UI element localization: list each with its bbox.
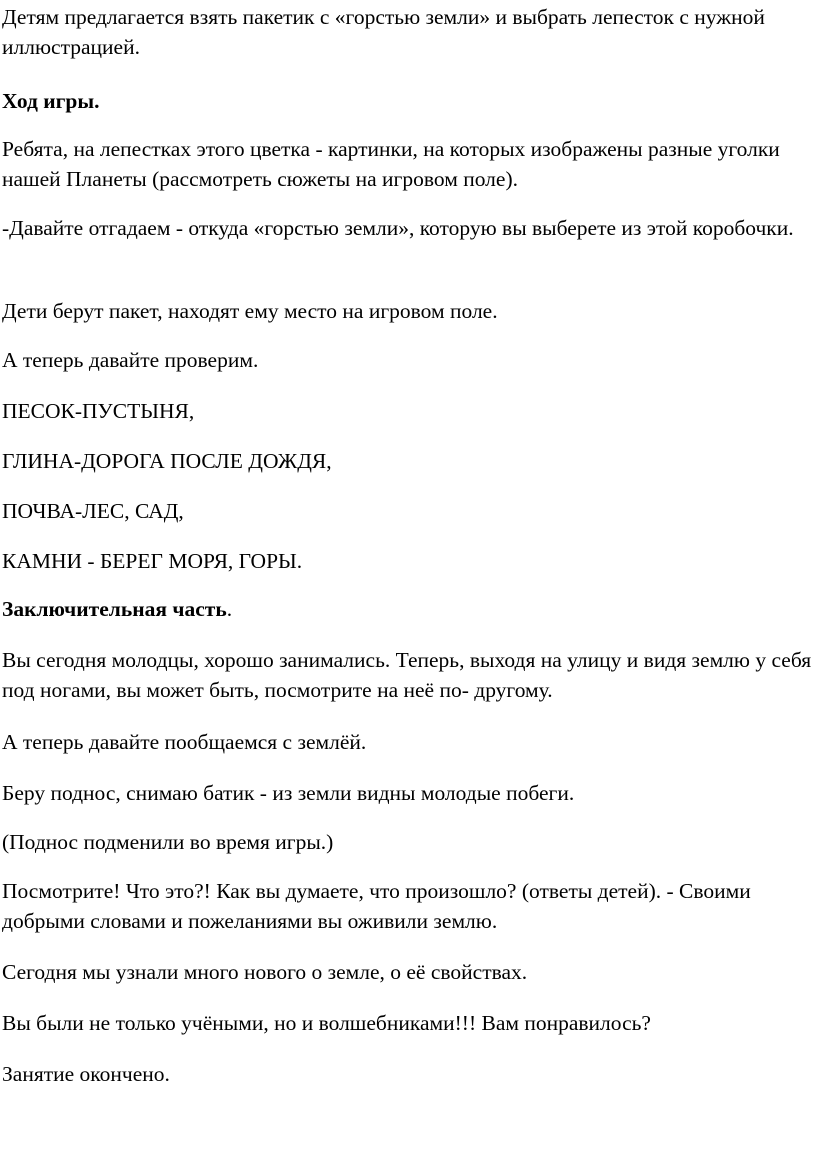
swap-paragraph: (Поднос подменили во время игры.) [2,830,334,854]
end-paragraph: Занятие окончено. [2,1062,170,1086]
soil-forest-line: ПОЧВА-ЛЕС, САД, [2,499,184,523]
petals-paragraph: Ребята, на лепестках этого цветка - картинки, на которых изображены разные уголки нашей Планеты (рассмотреть сюжеты на игровом поле). [2,137,780,191]
guess-paragraph: -Давайте отгадаем - откуда «горстью земли», которую вы выберете из этой коробочки. [2,216,794,240]
final-part-heading-period: . [226,597,233,621]
learned-paragraph: Сегодня мы узнали много нового о земле, о её свойствах. [2,960,528,984]
final-part-heading [2,594,812,624]
wizards-paragraph: Вы были не только учёными, но и волшебниками!!! Вам понравилось? [2,1011,651,1035]
children-paragraph: Дети берут пакет, находят ему место на игровом поле. [2,299,498,323]
tray-paragraph: Беру поднос, снимаю батик - из земли видны молодые побеги. [2,781,575,805]
intro-paragraph: Детям предлагается взять пакетик с «горстью земли» и выбрать лепесток с нужной иллюстрацией. [2,5,765,59]
game-progress-heading: Ход игры. [2,89,100,113]
clay-road-line: ГЛИНА-ДОРОГА ПОСЛЕ ДОЖДЯ, [2,449,332,473]
look-paragraph: Посмотрите! Что это?! Как вы думаете, что произошло? (ответы детей). - Своими добрыми словами и пожеланиями вы оживили землю. [2,879,751,933]
sand-desert-line: ПЕСОК-ПУСТЫНЯ, [2,399,195,423]
well-done-paragraph: Вы сегодня молодцы, хорошо занимались. Теперь, выходя на улицу и видя землю у себя под ногами, вы может быть, посмотрите на неё по- другому. [2,648,812,702]
talk-paragraph: А теперь давайте пообщаемся с землёй. [2,730,367,754]
final-part-heading-text: Заключительная часть [2,597,227,621]
check-paragraph: А теперь давайте проверим. [2,348,259,372]
stones-sea-line: КАМНИ - БЕРЕГ МОРЯ, ГОРЫ. [2,549,303,573]
